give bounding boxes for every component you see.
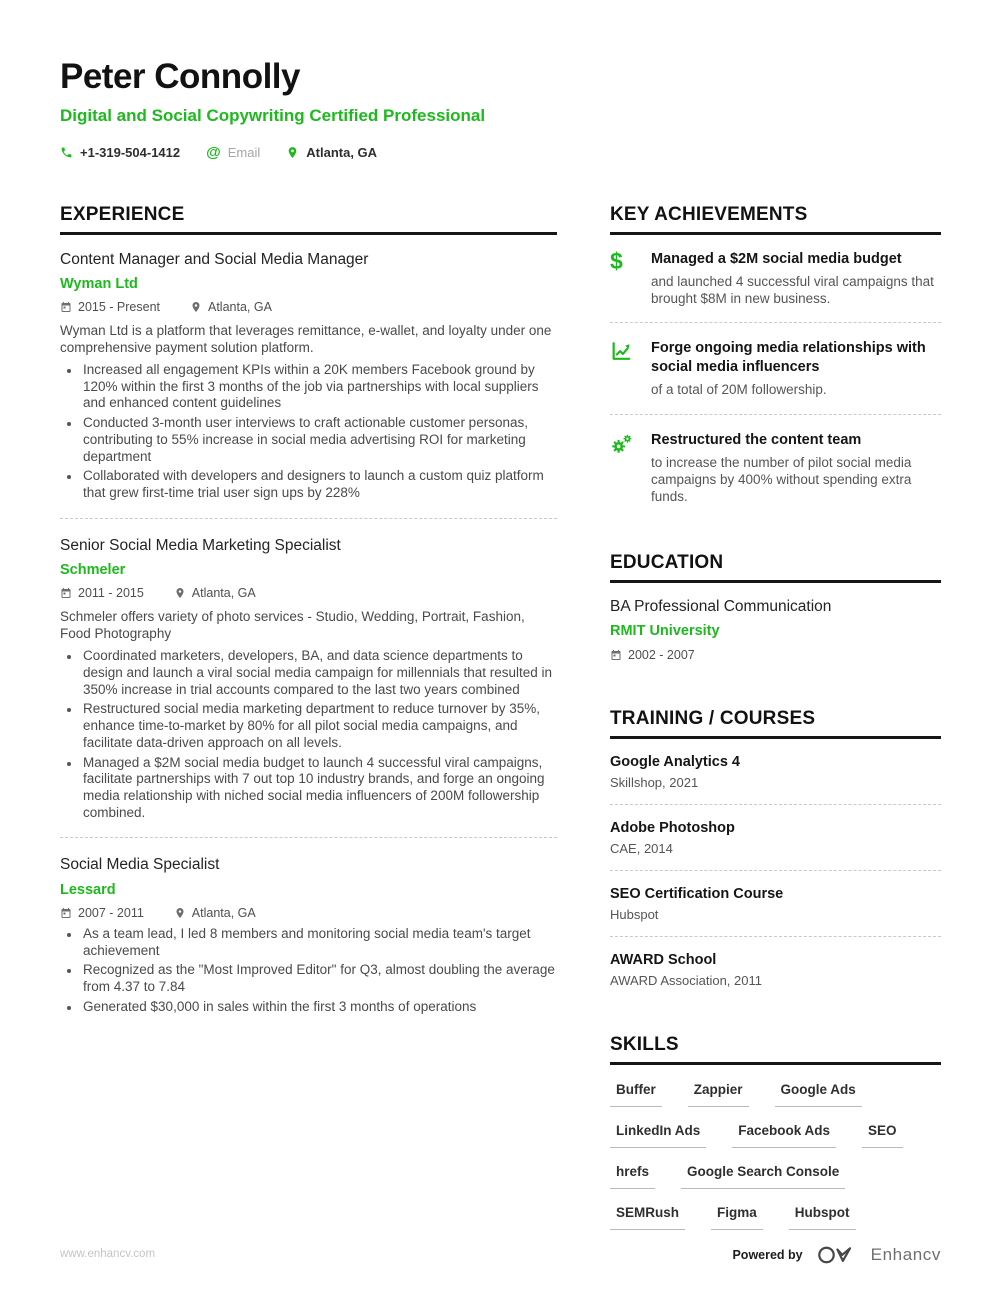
skill-tag: LinkedIn Ads: [610, 1123, 706, 1148]
achievement-text: to increase the number of pilot social media campaigns by 400% without spending extra funds.: [651, 455, 912, 505]
enhancv-brand-text: Enhancv: [870, 1245, 941, 1264]
resume-header: [60, 58, 941, 160]
achievement-body: [651, 250, 941, 308]
training-section: [610, 708, 941, 988]
job-bullet: • Conducted 3-month user interviews to craft actionable customer personas, contributing to 55% increase in social media advertising ROI for marketing department: [81, 415, 557, 465]
location-pin-icon: [174, 587, 186, 599]
job-location-text: Atlanta, GA: [191, 905, 256, 920]
skills-section: [610, 1034, 941, 1230]
job-meta-row: [60, 586, 557, 600]
course-org: CAE, 2014: [610, 840, 673, 856]
job-bullet: • As a team lead, I led 8 members and monitoring social media team's target achievement: [81, 926, 557, 959]
job-title: Social Media Specialist: [60, 856, 220, 874]
achievement-icon: [610, 339, 638, 398]
job-bullet: • Coordinated marketers, developers, BA, and data science departments to design and launch a viral social media campaign for millennials that resulted in 350% increase in trial accounts compared to the last two years combined: [81, 648, 557, 698]
experience-entry: [60, 250, 557, 502]
experience-entry: [60, 837, 557, 1015]
job-location-text: Atlanta, GA: [208, 299, 272, 314]
course-org: Skillshop, 2021: [610, 774, 699, 790]
achievement-icon: [610, 431, 638, 506]
job-bullet: • Generated $30,000 in sales within the first 3 months of operations: [81, 999, 557, 1016]
skill-tag: SEMRush: [610, 1205, 685, 1230]
powered-by-label: Powered by: [732, 1248, 803, 1262]
person-name: Peter Connolly: [60, 57, 300, 96]
job-meta-row: [60, 906, 557, 920]
job-bullet-list: [60, 362, 557, 502]
skill-tag: Google Search Console: [681, 1164, 845, 1189]
job-bullet: • Recognized as the "Most Improved Editor" for Q3, almost doubling the average from 4.37 to 7.84: [81, 962, 557, 995]
job-location-text: Atlanta, GA: [191, 586, 256, 601]
dollar-icon: $: [610, 247, 623, 274]
company-summary: Wyman Ltd is a platform that leverages remittance, e-wallet, and loyalty under one comprehensive payment solution platform.: [60, 322, 552, 355]
job-bullet: • Restructured social media marketing department to reduce turnover by 35%, enhance time-to-market by 80% for all pilot social media campaigns, and facilitate data-driven approach on all levels.: [81, 701, 557, 751]
job-location: [174, 906, 256, 920]
course-entry: [610, 870, 941, 922]
job-bullet-list: [60, 926, 557, 1016]
job-dates: [60, 300, 160, 314]
company-summary: Schmeler offers variety of photo services - Studio, Wedding, Portrait, Fashion, Food Photography: [60, 609, 525, 642]
location-pin-icon: [190, 301, 202, 313]
company-name: Schmeler: [60, 562, 126, 579]
calendar-icon: [60, 907, 72, 919]
person-headline: Digital and Social Copywriting Certified Professional: [60, 105, 486, 125]
skill-tag: SEO: [862, 1123, 903, 1148]
experience-list: [60, 250, 557, 1016]
achievement-entry: [610, 322, 941, 398]
course-entry: [610, 804, 941, 856]
job-meta-row: [60, 300, 557, 314]
job-bullet: • Managed a $2M social media budget to launch 4 successful viral campaigns, facilitate partnerships with 7 out top 10 industry brands, and forge an ongoing media relationship with niched social media influencers of 200M followership combined.: [81, 755, 557, 822]
phone-contact: [60, 145, 180, 160]
right-column: [610, 204, 941, 1276]
job-bullet: • Collaborated with developers and designers to launch a custom quiz platform that grew first-time trial user sign ups by 228%: [81, 468, 557, 501]
achievements-section: [610, 204, 941, 506]
achievement-entry: [610, 414, 941, 506]
education-heading: EDUCATION: [610, 552, 941, 583]
skill-tag: hrefs: [610, 1164, 655, 1189]
achievement-title: Restructured the content team: [651, 431, 862, 448]
achievements-list: [610, 247, 941, 506]
email-link[interactable]: Email: [227, 144, 261, 160]
skills-heading: SKILLS: [610, 1034, 941, 1065]
experience-heading: EXPERIENCE: [60, 204, 557, 235]
location-pin-icon: [286, 146, 299, 159]
achievement-text: of a total of 20M followership.: [651, 382, 827, 398]
achievements-heading: KEY ACHIEVEMENTS: [610, 204, 941, 235]
achievement-body: [651, 339, 941, 398]
footer-website: www.enhancv.com: [60, 1248, 156, 1260]
phone-number: +1-319-504-1412: [80, 144, 181, 160]
achievement-body: [651, 431, 941, 506]
course-name: SEO Certification Course: [610, 885, 784, 902]
achievement-entry: [610, 247, 941, 308]
skill-tag: Figma: [711, 1205, 763, 1230]
education-section: [610, 552, 941, 662]
degree-name: BA Professional Communication: [610, 597, 832, 615]
location-text: Atlanta, GA: [306, 144, 378, 160]
course-name: Google Analytics 4: [610, 753, 740, 770]
job-location: [190, 300, 272, 314]
email-contact[interactable]: [206, 145, 260, 160]
job-bullet-list: [60, 648, 557, 821]
course-entry: [610, 936, 941, 988]
trend-chart-icon: [610, 340, 632, 398]
calendar-icon: [60, 301, 72, 313]
achievement-title: Managed a $2M social media budget: [651, 250, 902, 267]
at-icon: @: [206, 143, 221, 161]
job-bullet: • Increased all engagement KPIs within a 20K members Facebook ground by 120% within the first 3 months of the job via partnerships with local suppliers and enhanced content guidelines: [81, 362, 557, 412]
training-heading: TRAINING / COURSES: [610, 708, 941, 739]
skill-tag: Hubspot: [789, 1205, 856, 1230]
education-meta-row: [610, 648, 941, 662]
course-org: Hubspot: [610, 906, 659, 922]
course-list: [610, 754, 941, 988]
education-dates-text: 2002 - 2007: [628, 647, 695, 662]
contact-row: [60, 145, 941, 160]
experience-section: [60, 204, 557, 1016]
job-dates-text: 2007 - 2011: [78, 905, 144, 920]
skill-tag: Buffer: [610, 1082, 662, 1107]
job-dates: [60, 586, 144, 600]
education-dates: [610, 648, 695, 662]
company-name: Wyman Ltd: [60, 275, 138, 292]
calendar-icon: [610, 649, 622, 661]
footer-brand: [732, 1244, 941, 1266]
course-entry: [610, 754, 941, 790]
job-dates-text: 2015 - Present: [78, 299, 160, 314]
phone-icon: [60, 146, 73, 159]
course-org: AWARD Association, 2011: [610, 972, 762, 988]
experience-entry: [60, 518, 557, 822]
location-pin-icon: [174, 907, 186, 919]
job-title: Senior Social Media Marketing Specialist: [60, 536, 341, 554]
skill-tag: Facebook Ads: [732, 1123, 836, 1148]
course-name: AWARD School: [610, 951, 717, 968]
job-title: Content Manager and Social Media Manager: [60, 250, 369, 268]
job-dates-text: 2011 - 2015: [78, 586, 144, 601]
location-contact: [286, 145, 377, 160]
gears-icon: [610, 432, 633, 506]
job-dates: [60, 906, 144, 920]
enhancv-logo-icon: [816, 1244, 858, 1266]
calendar-icon: [60, 587, 72, 599]
achievement-title: Forge ongoing media relationships with social media influencers: [651, 340, 926, 375]
skill-tag: Google Ads: [775, 1082, 862, 1107]
school-name: RMIT University: [610, 622, 720, 639]
achievement-icon: [610, 247, 638, 308]
achievement-text: and launched 4 successful viral campaigns that brought $8M in new business.: [651, 274, 934, 307]
skills-list: [610, 1080, 941, 1230]
left-column: [60, 204, 557, 1276]
company-name: Lessard: [60, 881, 116, 898]
job-location: [174, 586, 256, 600]
course-name: Adobe Photoshop: [610, 819, 735, 836]
skill-tag: Zappier: [688, 1082, 749, 1107]
